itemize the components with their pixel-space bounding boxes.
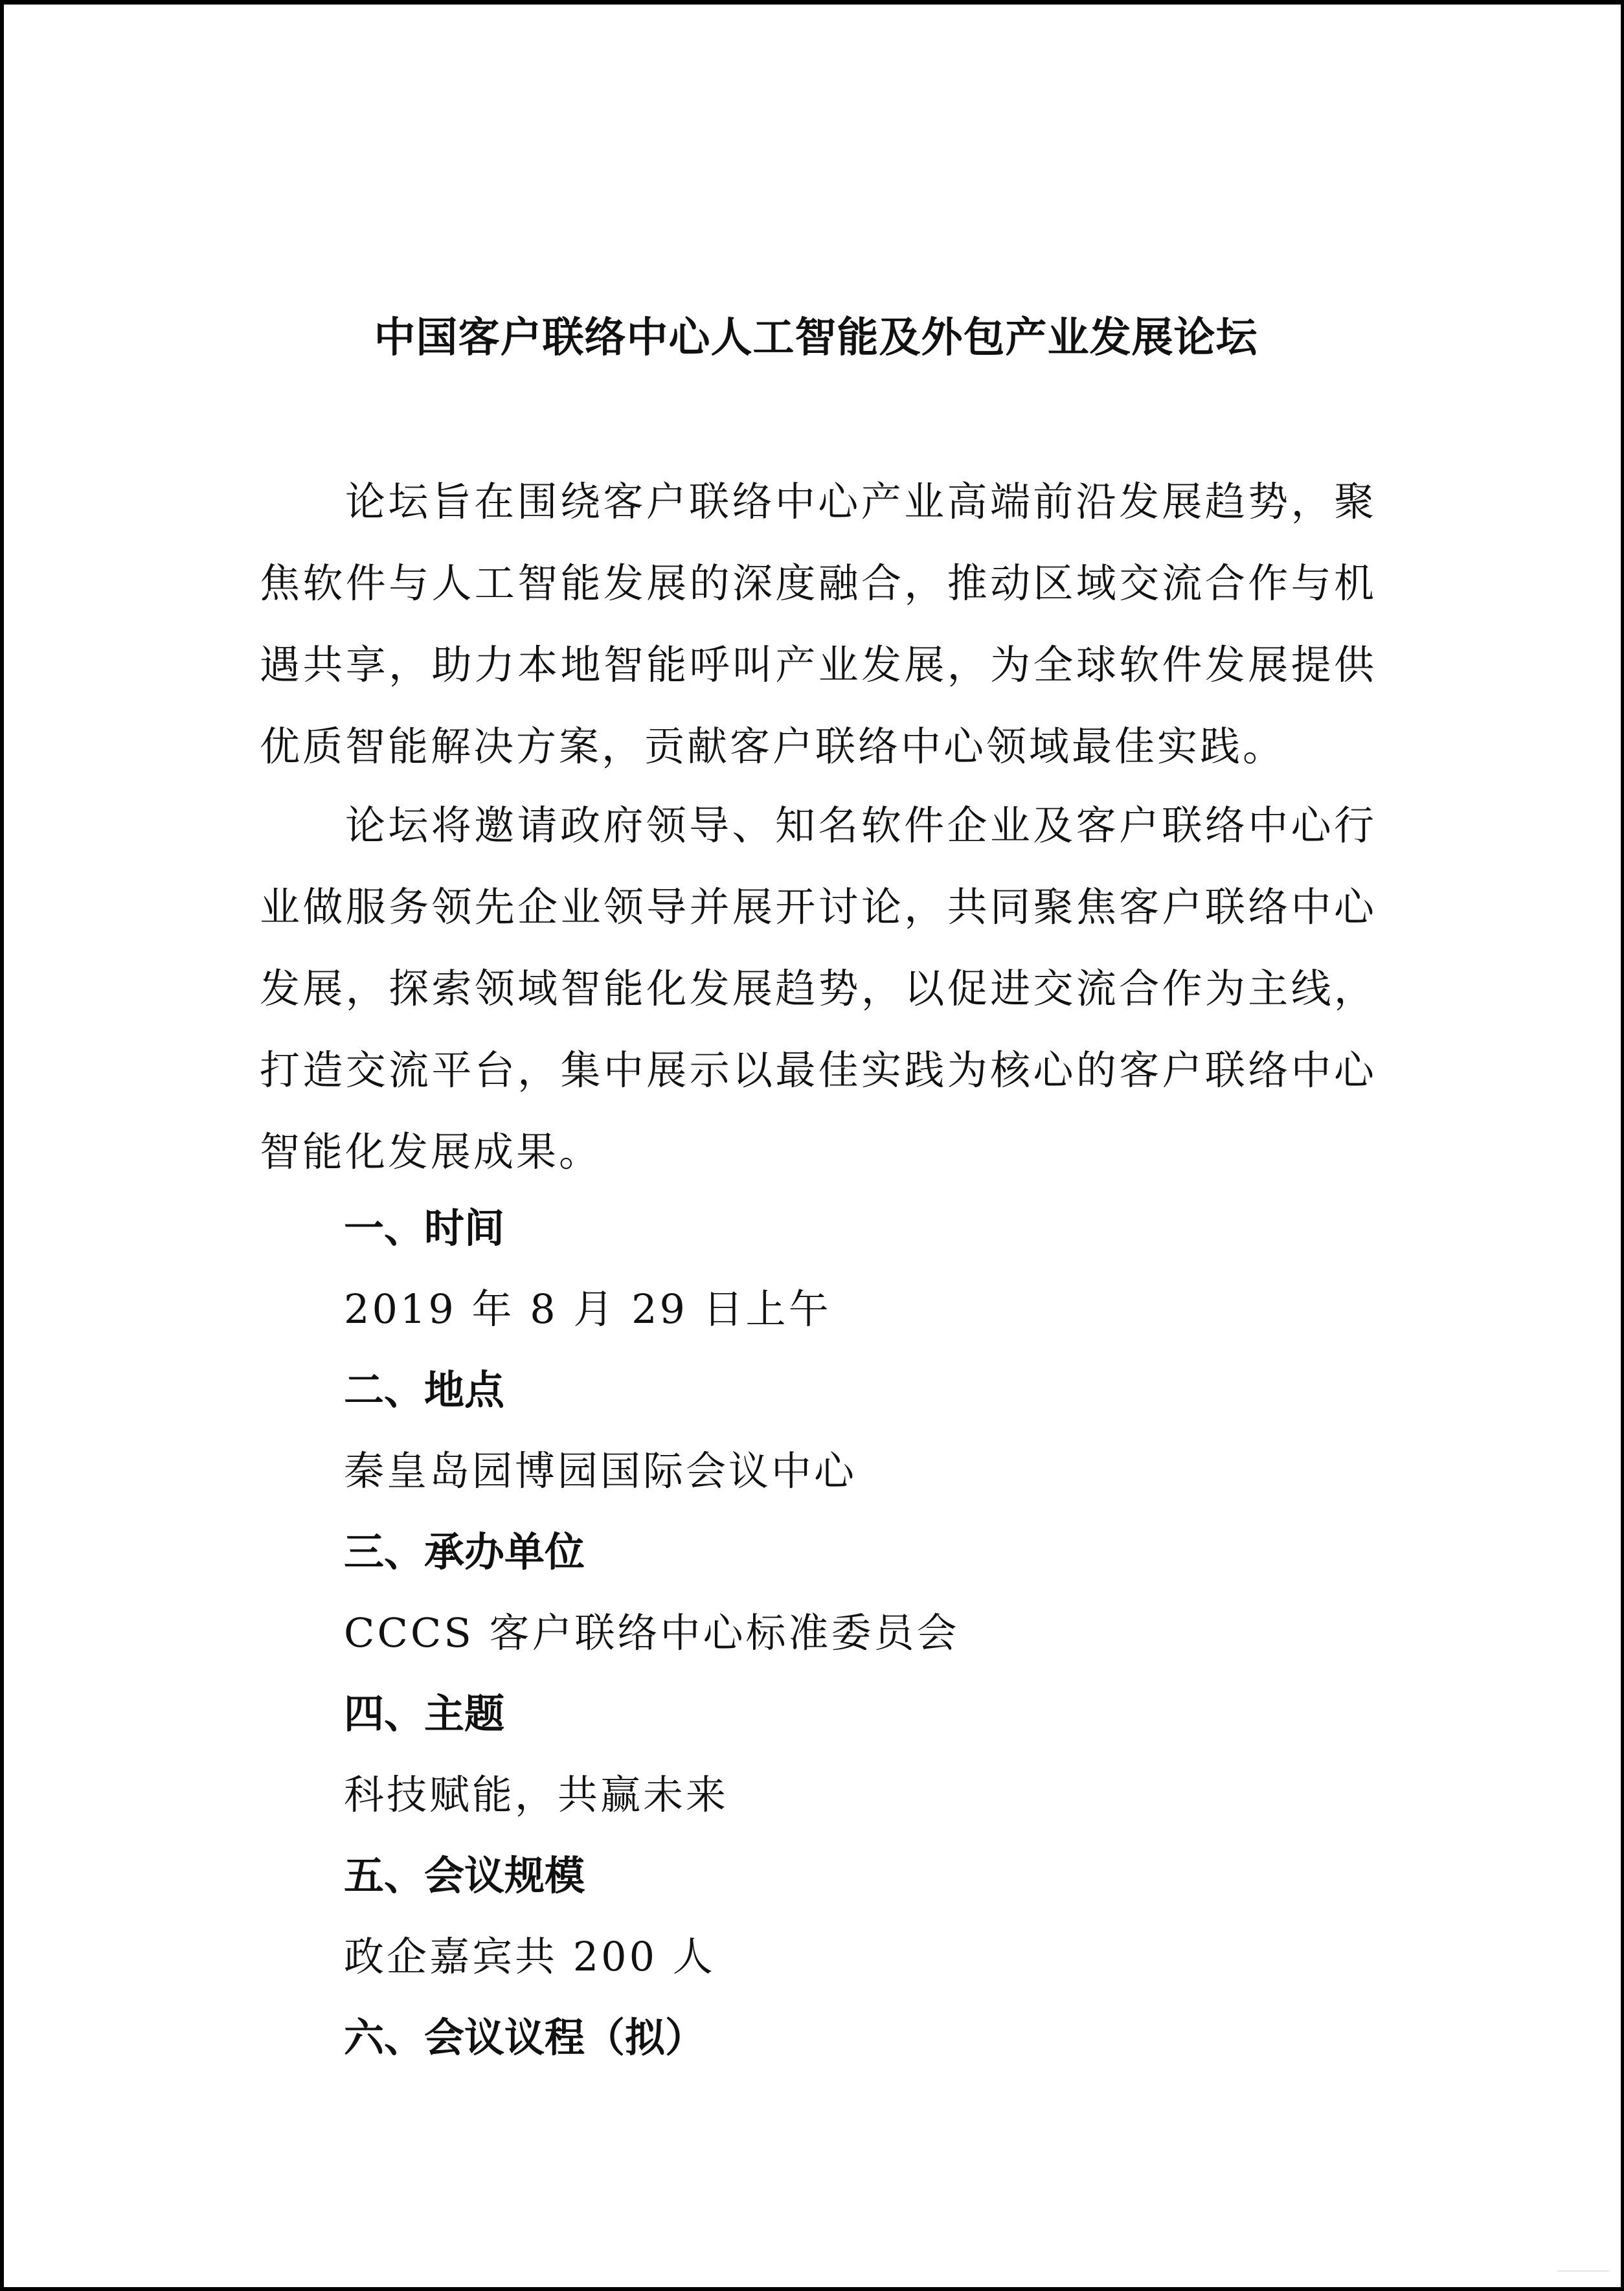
section-heading-organizer: 三、承办单位 xyxy=(344,1528,585,1575)
section-heading-time: 一、时间 xyxy=(344,1204,505,1252)
section-value-scale: 政企嘉宾共 200 人 xyxy=(344,1933,716,1980)
section-heading-scale: 五、会议规模 xyxy=(344,1852,585,1899)
document-title: 中国客户联络中心人工智能及外包产业发展论坛 xyxy=(374,314,1258,362)
intro-paragraph-2: 论坛将邀请政府领导、知名软件企业及客户联络中心行业做服务领先企业领导并展开讨论，共同聚焦客户联络中心发展，探索领域智能化发展趋势，以促进交流合作为主线，打造交流平台，集中展示以最佳实践为核心的客户联络中心智能化发展成果。 xyxy=(260,802,1377,1175)
section-heading-theme: 四、主题 xyxy=(344,1690,505,1737)
corner-watermark xyxy=(1557,2270,1609,2278)
section-value-time: 2019 年 8 月 29 日上午 xyxy=(344,1285,831,1333)
intro-paragraph-1: 论坛旨在围绕客户联络中心产业高端前沿发展趋势，聚焦软件与人工智能发展的深度融合，推动区域交流合作与机遇共享，助力本地智能呼叫产业发展，为全球软件发展提供优质智能解决方案，贡献客户联络中心领域最佳实践。 xyxy=(260,478,1377,770)
section-value-organizer: CCCS 客户联络中心标准委员会 xyxy=(344,1609,960,1656)
section-value-theme: 科技赋能，共赢未来 xyxy=(344,1771,729,1818)
section-heading-agenda: 六、会议议程（拟） xyxy=(344,2014,706,2061)
section-value-location: 秦皇岛园博园国际会议中心 xyxy=(344,1447,857,1495)
section-heading-location: 二、地点 xyxy=(344,1366,505,1414)
